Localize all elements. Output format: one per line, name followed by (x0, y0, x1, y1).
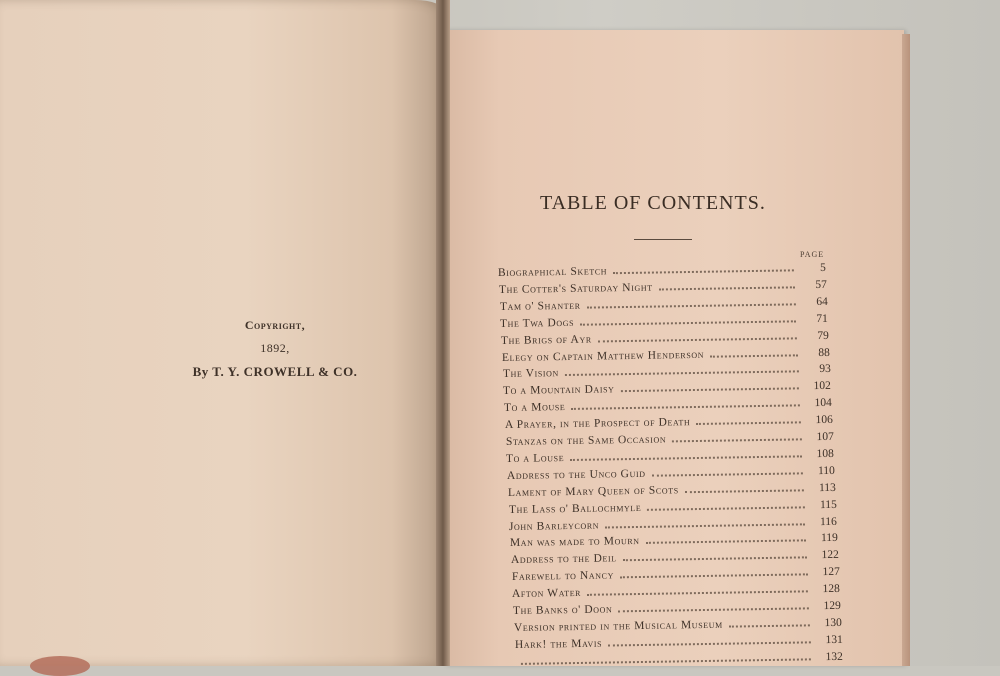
dot-leader (564, 371, 798, 377)
dot-leader (685, 489, 804, 493)
toc-entry-title: The Vision (502, 367, 559, 381)
copyright-year: 1892, (260, 341, 290, 355)
dot-leader (672, 438, 802, 442)
toc-entry-title: A Prayer, in the Prospect of Death (504, 416, 691, 432)
thumb (30, 656, 90, 676)
toc-entry-title: Address to the Deil (510, 552, 617, 567)
toc-entry-title: Lament of Mary Queen of Scots (507, 484, 679, 499)
toc-title: TABLE OF CONTENTS. (540, 192, 766, 214)
toc-entry-title: Afton Water (512, 587, 582, 601)
dot-leader (598, 337, 797, 342)
toc-entry-page: 64 (815, 295, 828, 308)
toc-entry-page: 122 (821, 549, 839, 562)
toc-entry-title: To a Mouse (503, 401, 566, 415)
dot-leader (652, 472, 803, 476)
toc-entry-title: Tam o' Shanter (499, 299, 581, 313)
dot-leader (586, 303, 795, 308)
copyright-publisher: By T. Y. CROWELL & CO. (192, 364, 358, 379)
page-column-header: PAGE (800, 250, 825, 259)
toc-entry-page: 113 (818, 481, 836, 494)
dot-leader (613, 269, 794, 274)
toc-entry-page: 93 (818, 363, 831, 376)
dot-leader (570, 455, 802, 461)
dot-leader (647, 506, 805, 510)
toc-entry-page: 104 (814, 397, 832, 410)
dot-leader (621, 388, 799, 393)
toc-entry-page: 88 (818, 346, 830, 359)
dot-leader (580, 320, 796, 325)
dot-leader (729, 624, 810, 627)
dot-leader (618, 607, 809, 612)
toc-entry-title: The Banks o' Doon (512, 603, 613, 617)
toc-entry-title: Address to the Unco Guid (506, 467, 646, 482)
toc-entry-page: 57 (815, 278, 827, 291)
toc-entry-page: 79 (817, 329, 829, 342)
toc-entry-page: 110 (817, 464, 835, 477)
toc-entry-title: Elegy on Captain Matthew Henderson (501, 348, 704, 364)
toc-entry-title: To a Louse (506, 451, 565, 465)
dot-leader (696, 421, 801, 425)
toc-entry-title: Biographical Sketch (497, 265, 608, 279)
toc-entry-page: 71 (816, 312, 829, 325)
dot-leader (619, 574, 807, 579)
toc-entry-title: Hark! the Mavis (514, 637, 602, 651)
toc-entry-page: 119 (820, 532, 838, 545)
dot-leader (605, 523, 805, 528)
toc-entry-page: 106 (815, 413, 833, 427)
toc-entry-title: The Twa Dogs (500, 316, 575, 330)
dot-leader (646, 540, 806, 545)
toc-entry-title: Version printed in the Musical Museum (513, 618, 723, 634)
toc-entry-page: 130 (824, 616, 842, 630)
dot-leader (622, 557, 806, 562)
toc-entry-page: 132 (825, 650, 844, 663)
toc-entry-page: 127 (822, 566, 840, 579)
toc-entry-page: 102 (813, 380, 832, 393)
dot-leader (608, 641, 811, 646)
dot-leader (521, 658, 811, 665)
dot-leader (658, 286, 794, 290)
dot-leader (710, 354, 798, 357)
toc-entry-title: The Cotter's Saturday Night (498, 281, 653, 296)
toc-entry-title: To a Mountain Daisy (503, 383, 615, 398)
toc-entry-page: 107 (816, 430, 834, 444)
toc-entry-page: 115 (819, 498, 837, 511)
toc-entry-page: 5 (820, 261, 826, 274)
toc-entry-title: The Lass o' Ballochmyle (508, 501, 641, 516)
toc-entry-title: The Brigs of Ayr (500, 333, 592, 347)
toc-entry-title: Man was made to Mourn (509, 535, 640, 550)
toc-entry-page: 129 (823, 599, 841, 613)
dot-leader (571, 405, 800, 411)
toc-entry-title: Farewell to Nancy (511, 569, 614, 584)
dot-leader (587, 590, 808, 595)
toc-entry-page: 108 (816, 447, 835, 461)
toc-entry-page: 128 (822, 582, 841, 596)
toc-entry-page: 131 (825, 633, 843, 646)
copyright-label: Copyright, (244, 318, 306, 332)
toc-entry-page: 116 (820, 515, 838, 528)
toc-entry-title: John Barleycorn (509, 519, 600, 533)
toc-entry-title: Stanzas on the Same Occasion (505, 433, 666, 448)
